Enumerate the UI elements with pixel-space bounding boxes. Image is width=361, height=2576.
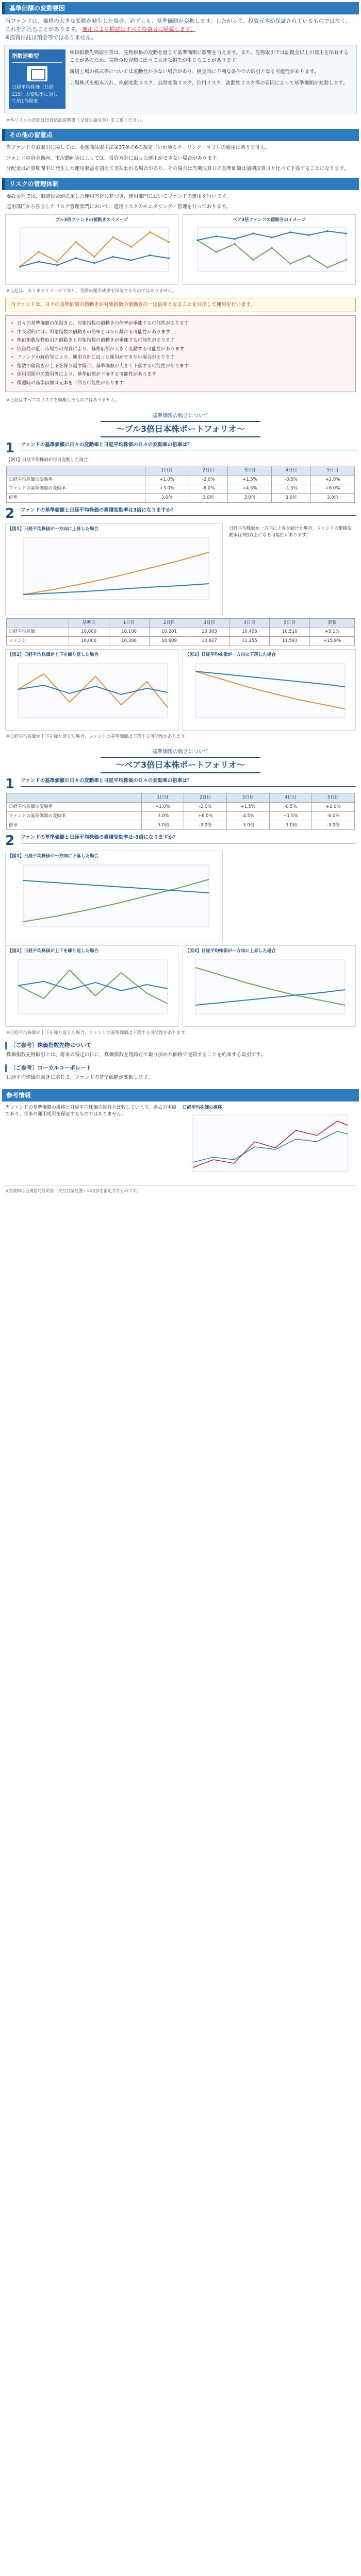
- table-header: 2日目: [189, 466, 228, 475]
- table-row: [7, 484, 355, 494]
- table-header: 5日目: [311, 466, 355, 475]
- bull-q1-text: ファンドの基準価額の日々の変動率と日経平均株価の日々の変動率の倍率は？: [21, 442, 356, 450]
- bear-chart-2-svg: [8, 955, 173, 1022]
- table-header: [7, 618, 69, 628]
- risk-list: [5, 315, 356, 392]
- table-header: 4日目: [269, 793, 312, 803]
- table-cell: -3.0倍: [226, 821, 269, 830]
- table-header: 1日目: [145, 466, 189, 475]
- bear-chart-row-2: [2, 945, 359, 1027]
- bull-q2-text: ファンドの基準価額と日経平均株価の累積変動率は3倍になりますか？: [21, 507, 356, 516]
- table-cell: +1.5%: [269, 811, 312, 821]
- bull-chart-3-svg: [185, 658, 350, 725]
- table-cell: 10,406: [229, 628, 270, 637]
- bear-q2-text: ファンドの基準価額と日経平均株価の累積変動率は-3倍になりますか？: [21, 834, 356, 843]
- table-cell: +6.0%: [184, 811, 227, 821]
- table-cell: 3.0倍: [311, 494, 355, 503]
- table-cell: -3.0倍: [141, 821, 184, 830]
- table-cell: +3.0%: [145, 484, 189, 494]
- ref-chart-svg: [183, 1111, 353, 1178]
- table-header: 4日目: [272, 466, 311, 475]
- table-cell: 日経平均株価: [7, 628, 69, 637]
- section-title-risk-mgmt: リスクの管理体制: [2, 178, 359, 190]
- bull-q1: [5, 442, 356, 455]
- table-cell: 10,000: [69, 637, 109, 646]
- lead-text: [2, 18, 359, 42]
- data-point: [234, 238, 236, 240]
- data-point: [308, 234, 310, 236]
- bull-chart-1-title: 【図1】日経平均株価が一方向に上昇した場合: [8, 526, 99, 532]
- box-paragraph-3: 上場株式を組み入れ、株価変動リスク、為替変動リスク、信用リスク、流動性リスク等の要因によって基準価額が変動します。: [70, 80, 348, 86]
- table-header: 5日目: [270, 618, 310, 628]
- mini-chart-bear: [183, 214, 356, 285]
- data-point: [308, 255, 310, 257]
- table-cell: +4.5%: [228, 484, 272, 494]
- bull-header-main: ～ブル3倍日本株ポートフォリオ～: [101, 421, 260, 437]
- data-point: [75, 258, 77, 260]
- table-cell: 日経平均株価の変動率: [7, 475, 145, 484]
- mini-chart-bear-title: ベア3倍ファンドの値動きのイメージ: [233, 217, 306, 223]
- data-point: [149, 255, 151, 257]
- table-cell: -0.5%: [269, 803, 312, 812]
- bear-chart-2: [5, 945, 178, 1027]
- risk-item: • 株価指数先物取引の値動きと対象指数の値動きが乖離する可能性があります: [11, 337, 350, 345]
- table-cell: ファンドの基準価額の変動率: [7, 484, 145, 494]
- table-header: 累積: [310, 618, 355, 628]
- table-cell: +15.9%: [310, 637, 355, 646]
- data-point: [289, 263, 291, 265]
- table-cell: -6.0%: [189, 484, 228, 494]
- box-text: [70, 49, 352, 108]
- bear-chart-1-svg: [8, 860, 214, 937]
- table-row: [7, 811, 355, 821]
- table-row: [7, 637, 355, 646]
- data-point: [130, 246, 133, 248]
- bear-chart-2-title: 【図2】日経平均株価が上下を繰り返した場合: [8, 948, 99, 954]
- risk-item: • 償還時の基準価額は元本を下回る可能性があります: [11, 380, 350, 387]
- table-header: 2日目: [184, 793, 227, 803]
- q1-number-bear: 1: [5, 776, 15, 792]
- table-row: [7, 803, 355, 812]
- risk-item: • 流動性の低い市場での売買により、基準価額が大きく変動する可能性があります: [11, 346, 350, 353]
- q2-number: 2: [5, 505, 15, 521]
- data-point: [56, 261, 58, 263]
- data-point: [326, 267, 329, 269]
- bear-chart-3: [183, 945, 356, 1027]
- notes-para-2: ファンドの資金動向、市況動向等によっては、投資方針に沿った運用ができない場合があります。: [6, 155, 222, 161]
- table-cell: +1.0%: [145, 475, 189, 484]
- table-cell: -3.0%: [141, 811, 184, 821]
- table-cell: -0.5%: [272, 475, 311, 484]
- data-point: [252, 259, 254, 261]
- risk-para-2: 運用部門から独立したリスク管理部門において、運用リスクのモニタリング・管理を行っております。: [6, 204, 231, 210]
- bull-table-2: [6, 618, 355, 646]
- bear-q1-text: ファンドの基準価額の日々の変動率と日経平均株価の日々の変動率の倍率は？: [21, 777, 356, 786]
- bull-header-sub: 基準価額の動きについて: [152, 413, 209, 419]
- table-cell: 3.0倍: [145, 494, 189, 503]
- data-point: [130, 259, 133, 261]
- table-cell: -3.0倍: [269, 821, 312, 830]
- box-tag-title: 指数連動型: [12, 53, 62, 63]
- table-cell: +6.0%: [311, 484, 355, 494]
- table-cell: 3.0倍: [189, 494, 228, 503]
- mini-chart-bull: [5, 214, 178, 285]
- table-cell: -6.0%: [312, 811, 355, 821]
- q1-number: 1: [5, 440, 15, 456]
- table-cell: 10,100: [109, 628, 149, 637]
- table-cell: 10,609: [149, 637, 189, 646]
- data-point: [345, 259, 347, 261]
- plot-area: [20, 227, 169, 272]
- bull-chart-1-svg: [8, 533, 214, 610]
- table-cell: 日経平均株価の変動率: [7, 803, 142, 812]
- table-cell: 10,303: [189, 628, 229, 637]
- bear-header: [2, 748, 359, 773]
- bull-side-note: [227, 523, 356, 615]
- section-title-volatility: 基準価額の変動要因: [2, 2, 359, 14]
- table-cell: 10,510: [270, 628, 310, 637]
- table-cell: 11,593: [270, 637, 310, 646]
- box-tag: [9, 49, 65, 108]
- table-header: 2日目: [149, 618, 189, 628]
- chart-icon: [27, 66, 47, 81]
- table-row: [7, 628, 355, 637]
- table-header: 5日目: [312, 793, 355, 803]
- mini-chart-bear-svg: [185, 223, 350, 280]
- risk-box: [4, 45, 357, 113]
- data-point: [326, 230, 329, 232]
- bear-chart-1: [5, 851, 223, 942]
- table-cell: +1.0%: [141, 803, 184, 812]
- table-row: [7, 494, 355, 503]
- warning-box: 当ファンドは、日々の基準価額の値動きが対象指数の値動きの一定倍率となることを目指して運用を行います。: [5, 298, 356, 312]
- bull-q2: [5, 507, 356, 520]
- bull-chart-2: [5, 649, 178, 731]
- data-point: [271, 236, 273, 239]
- ref-chart: [183, 1105, 356, 1181]
- table-row: [7, 821, 355, 830]
- section-title-notes: その他の留意点: [2, 129, 359, 141]
- table-cell: 3.0倍: [272, 494, 311, 503]
- data-point: [93, 256, 95, 258]
- table-cell: 10,927: [189, 637, 229, 646]
- table-cell: 10,300: [109, 637, 149, 646]
- bear-table-1: [6, 793, 355, 830]
- data-point: [345, 233, 347, 235]
- reference-header: 参考情報: [2, 1089, 359, 1101]
- table-header: 1日目: [141, 793, 184, 803]
- footer-note: ※当資料は投資信託説明書（交付目論見書）の内容を補足するものです。: [5, 1185, 356, 1194]
- table-cell: -2.0%: [184, 803, 227, 812]
- image-charts: [2, 214, 359, 285]
- table-cell: 10,000: [69, 628, 109, 637]
- data-point: [149, 231, 151, 233]
- data-point: [271, 247, 273, 249]
- data-point: [93, 262, 95, 264]
- table-cell: 3.0倍: [228, 494, 272, 503]
- chart-caption: ※上記は、あくまでイメージであり、実際の運用成果を保証するものではありません。: [6, 289, 177, 294]
- lead-note: ※投資信託は預金等ではありません。: [5, 34, 97, 41]
- table-cell: ファンドの基準価額の変動率: [7, 811, 142, 821]
- data-point: [168, 241, 170, 243]
- table-cell: 倍率: [7, 821, 142, 830]
- bull-chart1-note: 日経平均株価が一方向に上昇を続けた場合、ファンドの累積変動率は3倍以上になる可能性があります。: [229, 526, 352, 538]
- table-header: 3日目: [226, 793, 269, 803]
- table-header: 3日目: [228, 466, 272, 475]
- bull-chart-2-svg: [8, 658, 173, 725]
- table-header: 基準日: [69, 618, 109, 628]
- table-cell: -2.0%: [189, 475, 228, 484]
- data-point: [215, 251, 217, 253]
- risk-item: • 運用期間中の費用等により、基準価額が下落する可能性があります: [11, 371, 350, 379]
- data-point: [234, 243, 236, 245]
- risk-note: ※上記はすべてのリスクを網羅したものではありません。: [6, 398, 120, 403]
- table-header: 4日目: [229, 618, 270, 628]
- table-cell: +5.1%: [310, 628, 355, 637]
- mini-chart-bull-title: ブル3倍ファンドの値動きのイメージ: [55, 217, 128, 223]
- bear-note-bottom: ※日経平均株価が上下を繰り返した場合、ファンドの基準価額は下落する可能性があります。: [6, 1030, 189, 1036]
- lead-main: 当ファンドは、価格の大きな変動が発生した場合、必ずしも、基準価額が変動します。したがって、投資元本が保証されているものではなく、これを割込むことがあります。: [5, 18, 351, 32]
- bear-q2: [5, 834, 356, 848]
- mini-chart-bull-svg: [8, 223, 173, 280]
- table-row: [7, 475, 355, 484]
- q2-number-bear: 2: [5, 833, 15, 849]
- bear-chart-3-svg: [185, 955, 350, 1022]
- box-paragraph-2: 新規上場の株式等については流動性が少ない場合があり、換金時に不利な条件での取引となる可能性があります。: [70, 69, 319, 75]
- data-point: [215, 235, 217, 238]
- data-point: [38, 261, 40, 263]
- notes-para-1: 当ファンドのお取引に関しては、金融商品取引法第37条の6の規定（いわゆるクーリング・オフ）の適用はありません。: [6, 145, 271, 151]
- data-point: [56, 264, 58, 266]
- data-point: [75, 241, 77, 243]
- table-cell: +1.5%: [228, 475, 272, 484]
- data-point: [112, 236, 114, 239]
- bear-header-main: ～ベア3倍日本株ポートフォリオ～: [101, 757, 260, 773]
- bear-chart-3-title: 【図3】日経平均株価が一方向に上昇した場合: [185, 948, 276, 954]
- bear-q1: [5, 777, 356, 791]
- data-point: [252, 233, 254, 235]
- table-cell: +1.5%: [226, 803, 269, 812]
- table-cell: 11,255: [229, 637, 270, 646]
- table-cell: 10,201: [149, 628, 189, 637]
- risk-item: • ファンドの解約等により、運用方針に沿った運用ができない場合があります: [11, 354, 350, 362]
- table-cell: -3.0倍: [312, 821, 355, 830]
- bear-header-sub: 基準価額の動きについて: [152, 749, 209, 755]
- box-paragraph-1: 株価指数先物取引等は、先物価格の変動を通じて基準価額に影響を与えます。また、先物取引では証拠金以上の建玉を保有することがあるため、実際の投資額に比べて大きな損失が生じることがあります。: [70, 50, 349, 63]
- table-cell: -1.5%: [272, 484, 311, 494]
- data-point: [168, 258, 170, 260]
- bull-chart-row-2: [2, 649, 359, 731]
- section1-note: ※各リスクの詳細は投資信託説明書（交付目論見書）をご覧ください。: [6, 117, 146, 123]
- table-cell: -3.0倍: [184, 821, 227, 830]
- data-point: [112, 256, 114, 258]
- risk-item: • 指数の値動きが上下を繰り返す場合、基準価額が大きく下落する可能性があります: [11, 363, 350, 370]
- ref-chart-title: 日経平均株価の推移: [183, 1105, 222, 1110]
- risk-item: • 日々の基準価額の値動きと、対象指数の値動きの倍率が乖離する可能性があります: [11, 320, 350, 328]
- page: [0, 0, 361, 1199]
- table-cell: +2.0%: [312, 803, 355, 812]
- data-point: [289, 231, 291, 233]
- bear-side-note: [227, 851, 356, 942]
- ref-para-1: 株価指数先物取引とは、将来の特定の日に、株価指数を現時点で取り決めた価格で売買することを約束する取引です。: [6, 1052, 266, 1058]
- bull-table1-caption: 【例1】日経平均株価が毎日変動した場合: [6, 457, 88, 463]
- table-cell: +2.0%: [311, 475, 355, 484]
- table-cell: -4.5%: [226, 811, 269, 821]
- bull-chart-row-1: [2, 523, 359, 615]
- ref-para-2: 日経平均株価の動きに応じて、ファンドの基準価額が変動します。: [6, 1075, 153, 1081]
- table-cell: ファンド: [7, 637, 69, 646]
- bear-chart-1-title: 【図1】日経平均株価が一方向に下落した場合: [8, 854, 99, 859]
- risk-para-1: 委託会社では、取締役会が決定した運用方針に基づき、運用部門においてファンドの運用を行います。: [6, 194, 231, 199]
- ref-sub-title-2: 〔ご参考〕ローカルコーポレート: [5, 1064, 356, 1073]
- ref-sub-title-1: 〔ご参考〕株価指数先物について: [5, 1042, 356, 1050]
- bull-header: [2, 412, 359, 437]
- table-header: [7, 793, 142, 803]
- bull-chart-3-title: 【図3】日経平均株価が一方向に下落した場合: [185, 652, 276, 657]
- table-header: [7, 466, 145, 475]
- bull-table-1: [6, 466, 355, 503]
- ref-row: [2, 1105, 359, 1181]
- lead-red: 運用による損益はすべて投資者に帰属します。: [82, 26, 195, 32]
- bull-chart-2-title: 【図2】日経平均株価が上下を繰り返した場合: [8, 652, 99, 657]
- table-header: 1日目: [109, 618, 149, 628]
- notes-para-3: 分配金は計算期間中に発生した運用収益を超えて支払われる場合があり、その場合は当期決算日の基準価額は前期決算日と比べて下落することになります。: [6, 165, 349, 172]
- bull-chart-3: [183, 649, 356, 731]
- risk-item: • 中長期的には、対象指数の値動きの倍率とはかけ離れる可能性があります: [11, 329, 350, 336]
- table-header: 3日目: [189, 618, 229, 628]
- table-cell: 倍率: [7, 494, 145, 503]
- bull-chart-1: [5, 523, 223, 615]
- ref-para-3: 当ファンドの基準価額の推移と日経平均株価の推移を比較しています。過去の実績であり、将来の運用成果を保証するものではありません。: [5, 1105, 177, 1117]
- bear-chart-row-1: [2, 851, 359, 942]
- data-point: [19, 266, 21, 268]
- data-point: [196, 240, 199, 242]
- box-tag-text: 日経平均株価（日経225）の変動率に対して約1倍程度: [12, 85, 58, 104]
- bull-note-bottom: ※日経平均株価が上下を繰り返した場合、ファンドの基準価額は下落する可能性があります。: [6, 734, 189, 739]
- data-point: [38, 251, 40, 253]
